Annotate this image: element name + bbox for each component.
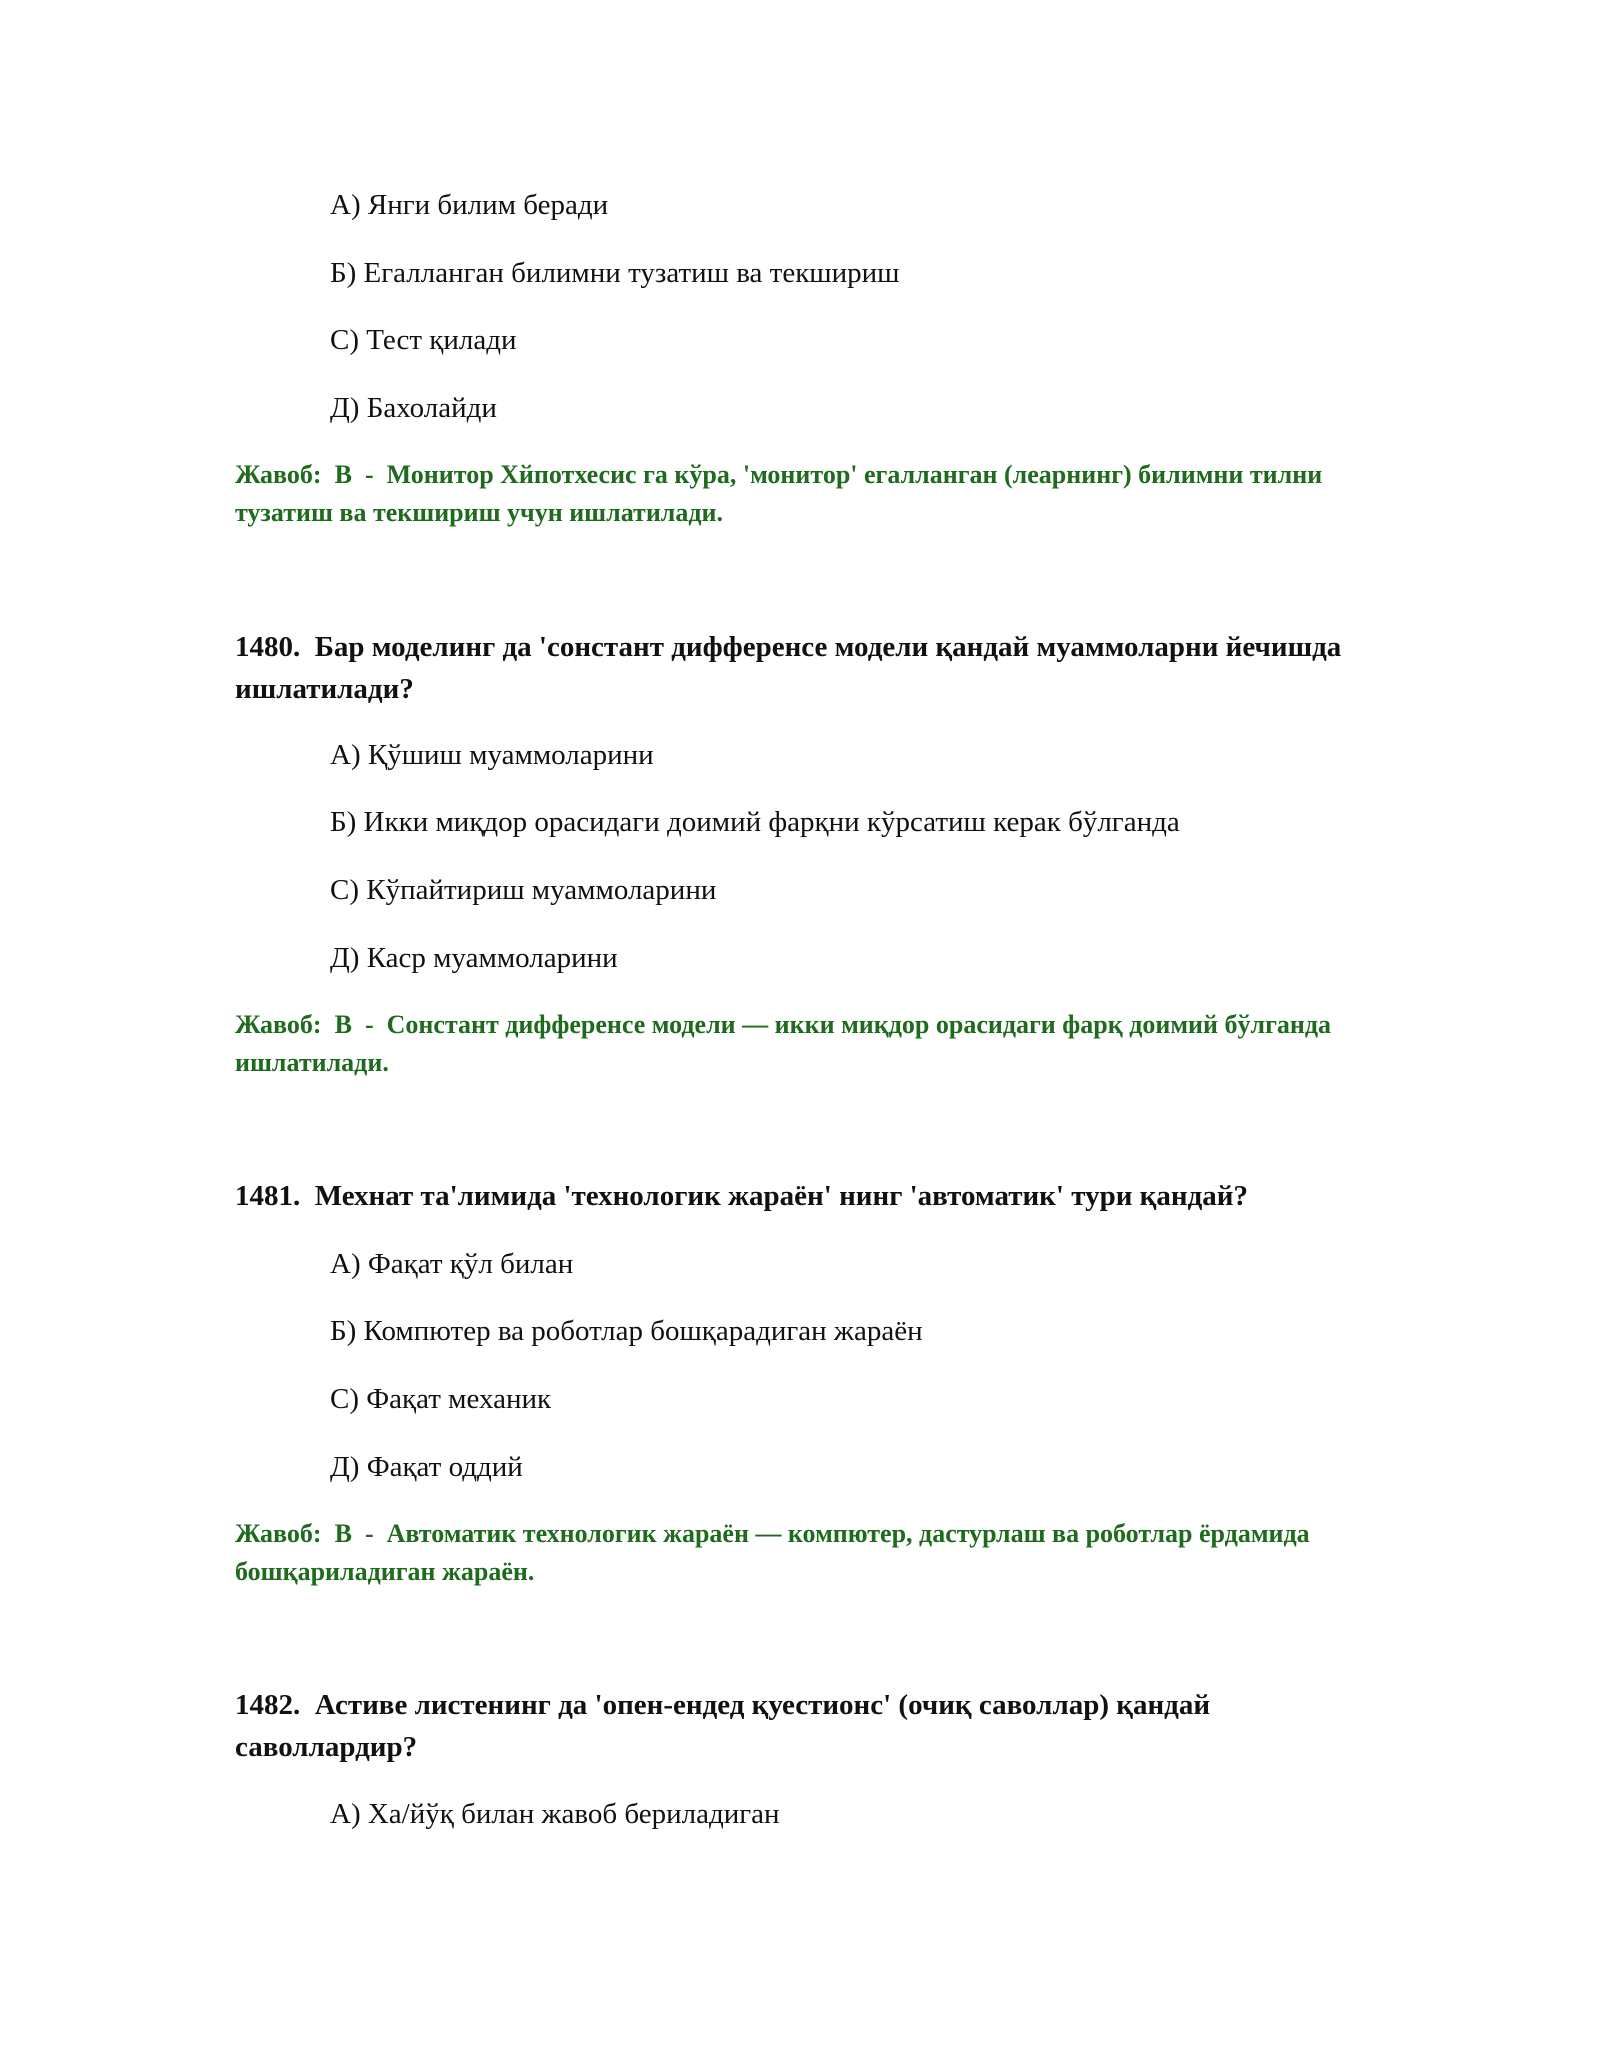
answer-explanation: Жавоб: B - Автоматик технологик жараён — компютер, дастурлаш ва роботлар ёрдамида бошқариладиган жараён. xyxy=(235,1519,1310,1586)
option-b: Б) Егалланган билимни тузатиш ва текшириш xyxy=(330,257,900,289)
option-c: С) Фақат механик xyxy=(330,1383,552,1415)
answer-text: Автоматик технологик жараён — компютер, дастурлаш ва роботлар ёрдамида бошқариладиган жараён. xyxy=(235,1519,1310,1586)
option-a: А) Ха/йўқ билан жавоб бериладиган xyxy=(330,1798,780,1830)
answer-letter: B xyxy=(334,1010,352,1039)
option-d: Д) Каср муаммоларини xyxy=(330,942,618,974)
question-heading xyxy=(235,626,1375,710)
answer-letter: B xyxy=(334,1519,352,1548)
question-number: 1482. xyxy=(235,1689,301,1721)
question-number: 1481. xyxy=(235,1180,301,1212)
option-c: С) Кўпайтириш муаммоларини xyxy=(330,874,717,906)
question-number: 1480. xyxy=(235,631,301,663)
question-text: Мехнат та'лимида 'технологик жараён' нинг 'автоматик' тури қандай? xyxy=(314,1180,1248,1212)
option-d: Д) Фақат оддий xyxy=(330,1451,523,1483)
question-heading xyxy=(235,1684,1375,1768)
option-a: А) Фақат қўл билан xyxy=(330,1248,574,1280)
answer-text: Сонстант дифференсе модели — икки миқдор орасидаги фарқ доимий бўлганда ишлатилади. xyxy=(235,1010,1332,1077)
option-a: А) Қўшиш муаммоларини xyxy=(330,739,654,771)
question-heading xyxy=(235,1175,1375,1217)
answer-label: Жавоб: xyxy=(235,1010,322,1039)
option-b: Б) Компютер ва роботлар бошқарадиган жараён xyxy=(330,1315,923,1347)
question-text: Бар моделинг да 'сонстант дифференсе модели қандай муаммоларни йечишда ишлатилади? xyxy=(235,631,1342,705)
answer-explanation: Жавоб: B - Сонстант дифференсе модели — икки миқдор орасидаги фарқ доимий бўлганда ишлатилади. xyxy=(235,1010,1332,1077)
option-d: Д) Бахолайди xyxy=(330,392,497,424)
answer-label: Жавоб: xyxy=(235,460,322,489)
answer-letter: B xyxy=(334,460,352,489)
answer-explanation: Жавоб: B - Монитор Хйпотхесис га кўра, 'монитор' егалланган (леарнинг) билимни тилни тузатиш ва текшириш учун ишлатилади. xyxy=(235,460,1323,527)
question-text: Астиве листенинг да 'опен-ендед қуестионс' (очиқ саволлар) қандай саволлардир? xyxy=(235,1689,1211,1763)
option-a: А) Янги билим беради xyxy=(330,189,609,221)
option-b: Б) Икки миқдор орасидаги доимий фарқни кўрсатиш керак бўлганда xyxy=(330,806,1180,838)
answer-text: Монитор Хйпотхесис га кўра, 'монитор' егалланган (леарнинг) билимни тилни тузатиш ва текшириш учун ишлатилади. xyxy=(235,460,1323,527)
answer-label: Жавоб: xyxy=(235,1519,322,1548)
option-c: С) Тест қилади xyxy=(330,324,517,356)
